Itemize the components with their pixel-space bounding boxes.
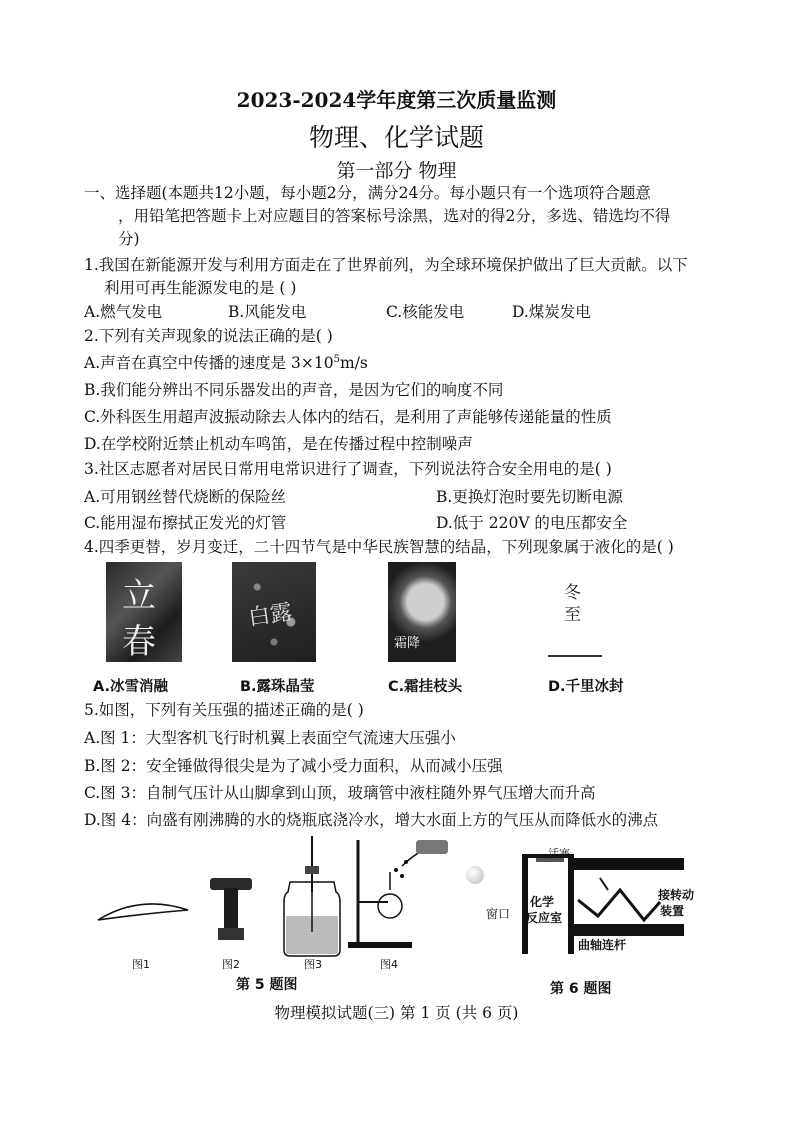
part-heading: 第一部分 物理: [336, 160, 457, 182]
q2-stem: 2.下列有关声现象的说法正确的是( ): [84, 327, 333, 345]
q2-option-a: A.声音在真空中传播的速度是 $3\times 10^5m/s$: [84, 353, 368, 372]
q5-figure-caption: 第 5 题图: [236, 977, 298, 993]
q1-option-c: C.核能发电: [386, 303, 465, 321]
q2-option-b: B.我们能分辨出不同乐器发出的声音，是因为它们的响度不同: [84, 381, 504, 399]
flask-stand: [348, 840, 448, 948]
q1-stem-line1: 1.我国在新能源开发与利用方面走在了世界前列，为全球环境保护做出了巨大贡献。以下: [84, 256, 688, 274]
photo-lichun: [106, 562, 182, 662]
q3-option-b: B.更换灯泡时要先切断电源: [436, 488, 623, 506]
fig1-label: 图1: [132, 958, 150, 971]
photo-dongzhi: [542, 562, 608, 662]
wing-shape: [98, 904, 188, 920]
q4-stem: 4.四季更替，岁月变迁，二十四节气是中华民族智慧的结晶，下列现象属于液化的是( ): [84, 538, 674, 556]
photo-bailu-text: 白露: [246, 600, 294, 631]
fig4-label: 图4: [380, 958, 398, 971]
q6-label-connect1: 接转动: [658, 888, 695, 902]
photo-lichun-char2: 春: [122, 622, 156, 662]
q1-option-d: D.煤炭发电: [512, 303, 591, 321]
q5-option-b: B.图 2：安全锤做得很尖是为了减小受力面积，从而减小压强: [84, 757, 503, 775]
fig3-label: 图3: [304, 958, 322, 971]
q6-label-connect2: 装置: [660, 904, 685, 918]
q1-stem-line2: 利用可再生能源发电的是 ( ): [104, 279, 297, 297]
exam-title: 2023-2024学年度第三次质量监测: [236, 88, 557, 112]
q4-caption-d: D.千里冰封: [548, 679, 624, 695]
barometer-bottle: [284, 836, 340, 956]
section-intro-line2: ，用铅笔把答题卡上对应题目的答案标号涂黑，选对的得2分，多选、错选均不得: [118, 207, 671, 225]
q6-label-chamber1: 化学: [530, 895, 555, 909]
q5-stem: 5.如图，下列有关压强的描述正确的是( ): [84, 701, 364, 719]
q3-option-a: A.可用钢丝替代烧断的保险丝: [84, 488, 287, 506]
q5-option-c: C.图 3：自制气压计从山脚拿到山顶，玻璃管中液柱随外界气压增大而升高: [84, 784, 596, 802]
q2-option-d: D.在学校附近禁止机动车鸣笛，是在传播过程中控制噪声: [84, 435, 473, 453]
exam-subtitle: 物理、化学试题: [308, 123, 484, 152]
q6-figure-caption: 第 6 题图: [550, 981, 612, 997]
photo-shuangjiang-text: 霜降: [394, 636, 421, 651]
q3-option-d: D.低于 220V 的电压都安全: [436, 514, 628, 532]
q4-caption-c: C.霜挂枝头: [388, 679, 463, 695]
photo-dongzhi-char2: 至: [564, 605, 581, 625]
q1-option-b: B.风能发电: [228, 303, 307, 321]
q1-option-a: A.燃气发电: [84, 303, 163, 321]
q6-label-piston: 活塞: [548, 847, 570, 860]
ball-icon: [466, 866, 484, 884]
q6-label-chamber2: 反应室: [526, 911, 563, 925]
photo-bailu: [232, 562, 316, 662]
q4-caption-a: A.冰雪消融: [93, 679, 168, 695]
section-intro-line1: 一、选择题(本题共12小题，每小题2分，满分24分。每小题只有一个选项符合题意: [84, 184, 651, 202]
photo-lichun-char1: 立: [122, 576, 156, 616]
photo-dongzhi-char1: 冬: [564, 583, 581, 603]
q5-option-a: A.图 1：大型客机飞行时机翼上表面空气流速大压强小: [84, 729, 456, 747]
photo-shuangjiang: [388, 562, 456, 662]
q5-option-d: D.图 4：向盛有刚沸腾的水的烧瓶底浇冷水，增大水面上方的气压从而降低水的沸点: [84, 811, 659, 829]
q4-caption-b: B.露珠晶莹: [240, 679, 315, 695]
q2-option-c: C.外科医生用超声波振动除去人体内的结石，是利用了声能够传递能量的性质: [84, 408, 612, 426]
safety-hammer: [210, 878, 252, 940]
q6-label-window: 窗口: [486, 907, 511, 921]
fig2-label: 图2: [222, 958, 240, 971]
q3-option-c: C.能用湿布擦拭正发光的灯管: [84, 514, 287, 532]
q5-figures: [90, 832, 460, 962]
photo-dongzhi-line: [548, 655, 602, 657]
section-intro-line3: 分): [118, 230, 140, 248]
q6-label-crank: 曲轴连杆: [578, 938, 627, 952]
q3-stem: 3.社区志愿者对居民日常用电常识进行了调查，下列说法符合安全用电的是( ): [84, 460, 612, 478]
page-footer: 物理模拟试题(三) 第 1 页 (共 6 页): [274, 1004, 519, 1022]
